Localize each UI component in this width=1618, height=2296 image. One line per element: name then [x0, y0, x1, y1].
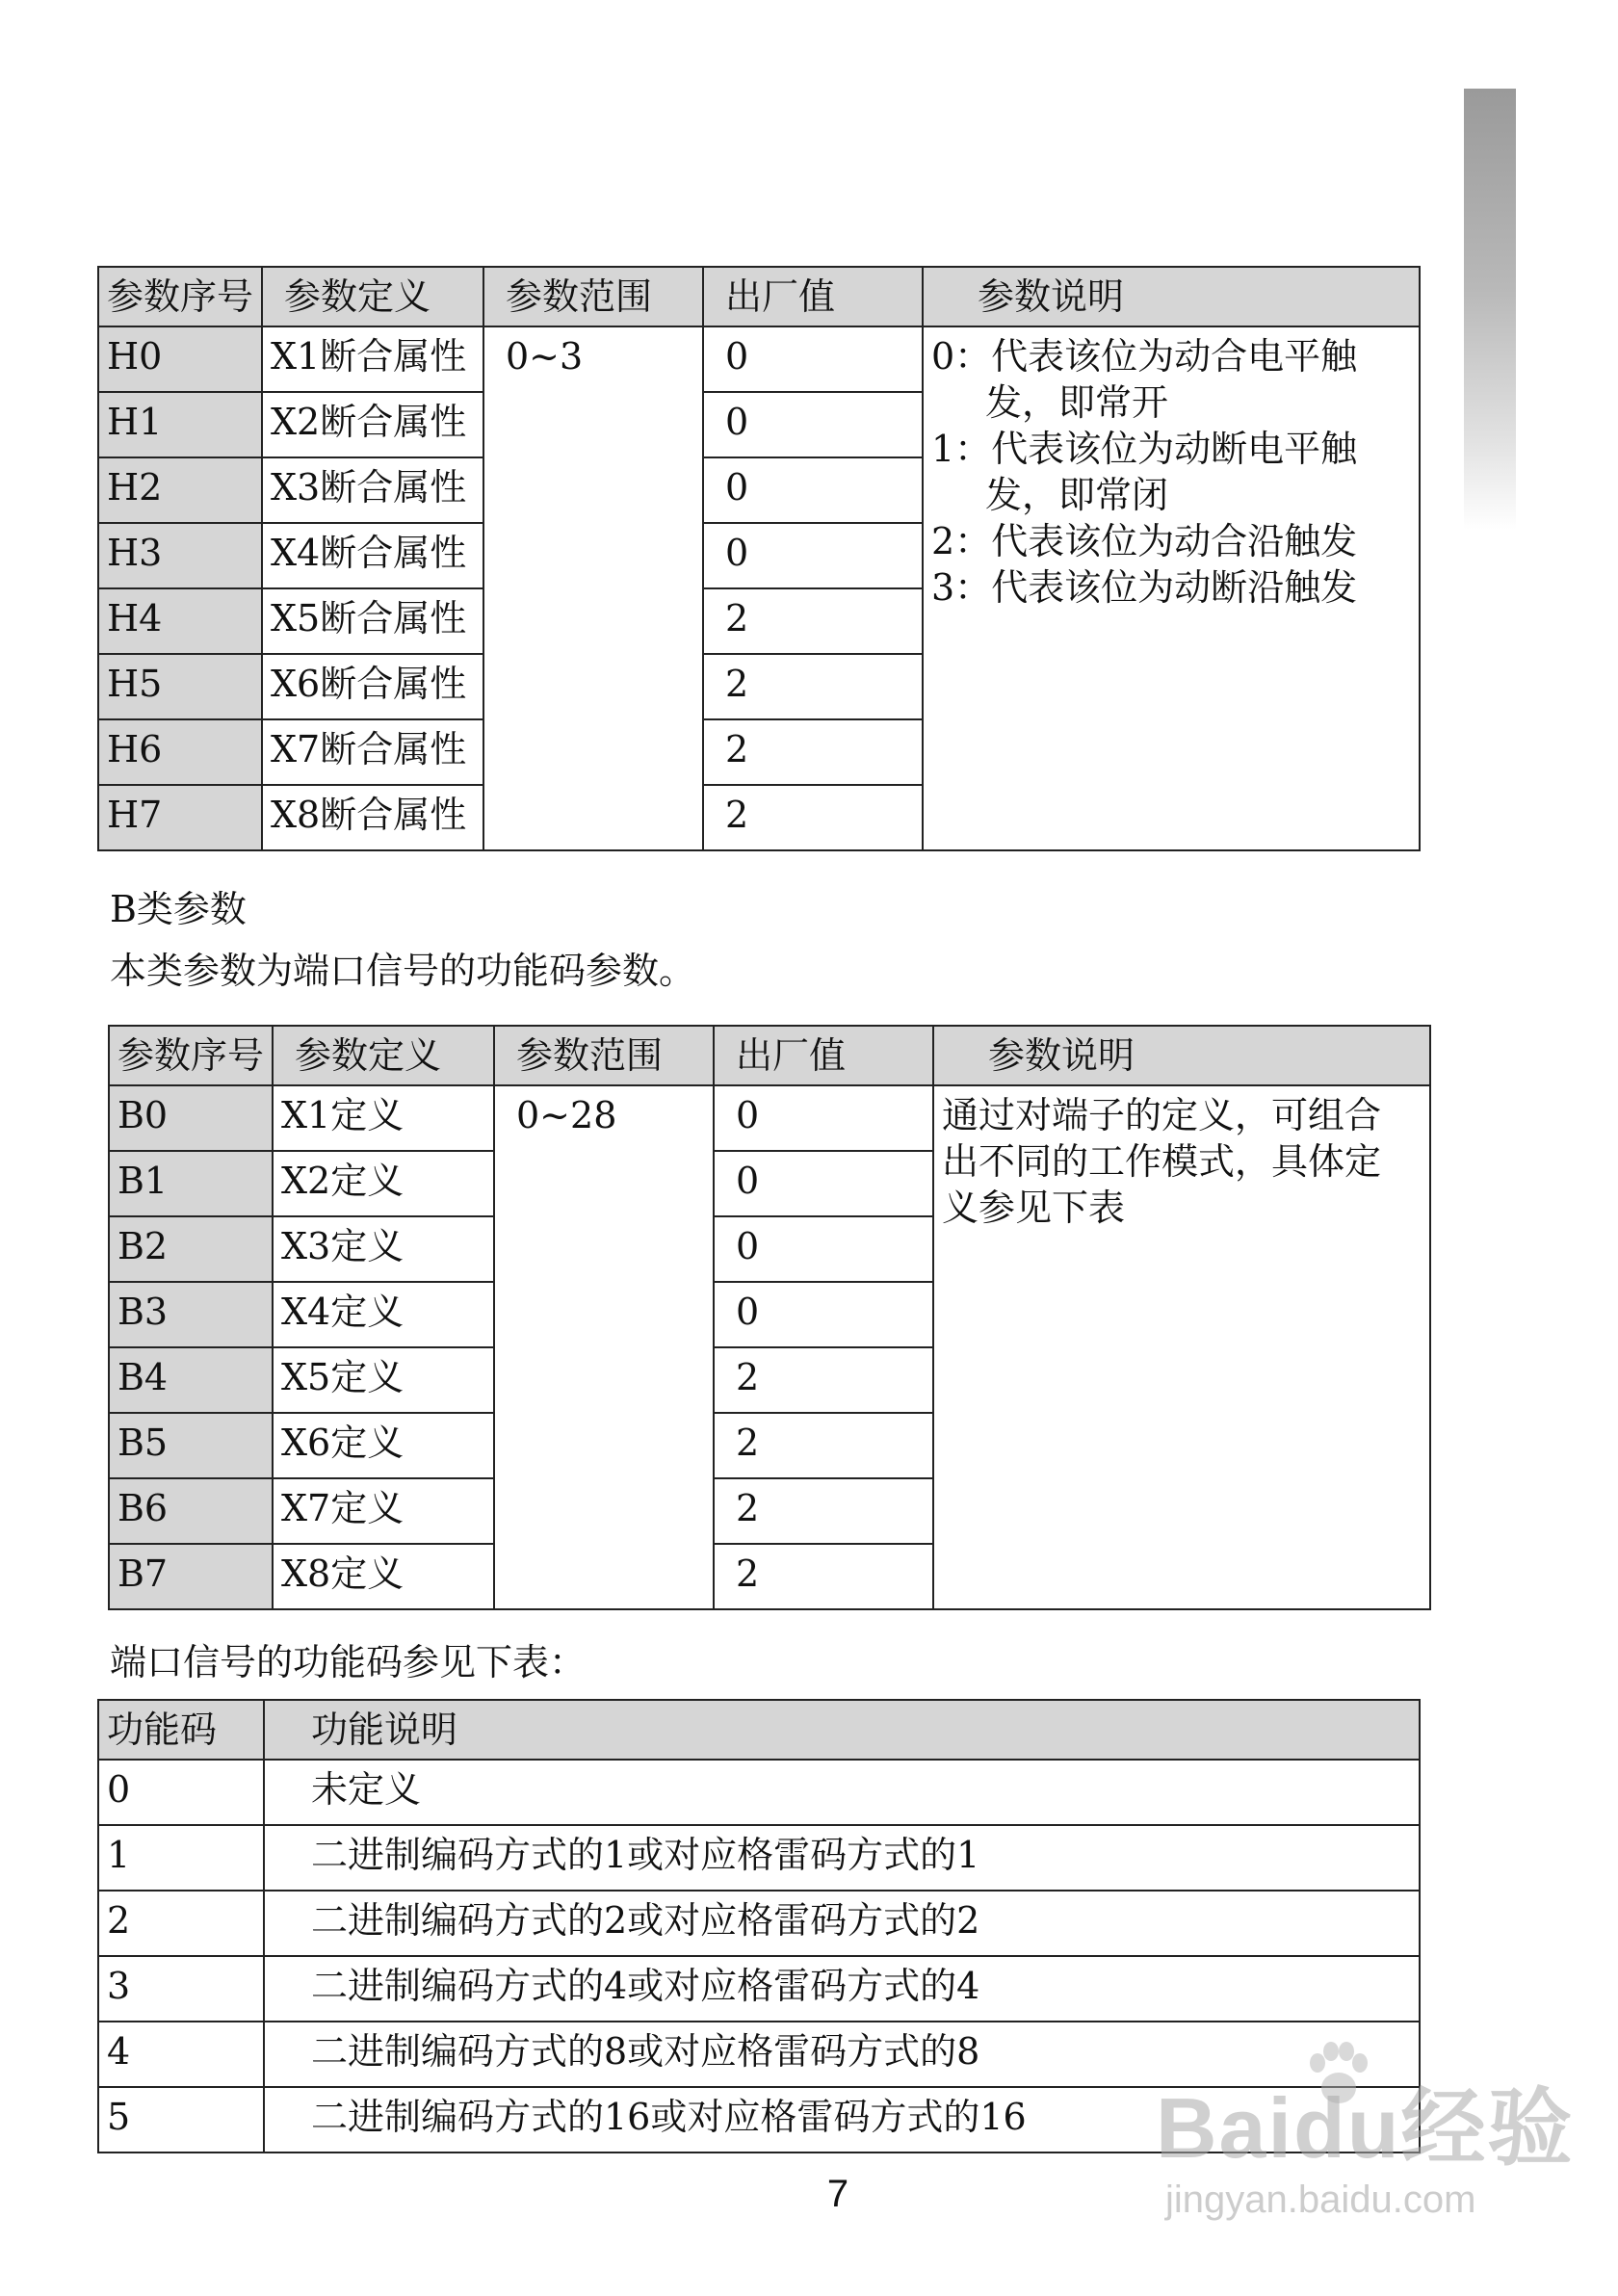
- param-def: X3断合属性: [262, 457, 483, 523]
- table-f-header: [98, 1700, 1420, 1760]
- header-cell: 参数定义: [262, 267, 483, 326]
- param-default: 0: [703, 392, 923, 457]
- param-default: 2: [714, 1347, 933, 1413]
- header-cell: 出厂值: [714, 1026, 933, 1085]
- param-id: H5: [98, 654, 262, 719]
- param-def: X7定义: [273, 1478, 494, 1544]
- header-cell: 参数范围: [483, 267, 703, 326]
- param-def: X7断合属性: [262, 719, 483, 785]
- param-default: 0: [714, 1216, 933, 1282]
- param-id: B0: [109, 1085, 273, 1151]
- param-def: X5断合属性: [262, 588, 483, 654]
- watermark-url: jingyan.baidu.com: [1165, 2179, 1476, 2221]
- param-id: H3: [98, 523, 262, 588]
- header-cell: 参数序号: [98, 267, 262, 326]
- param-id: B5: [109, 1413, 273, 1478]
- param-id: B2: [109, 1216, 273, 1282]
- param-description: [923, 326, 1420, 850]
- param-id: B7: [109, 1544, 273, 1609]
- table-h-header: [98, 267, 1420, 326]
- function-code: 4: [98, 2022, 264, 2087]
- section-title: B类参数: [110, 888, 247, 930]
- param-default: 0: [714, 1151, 933, 1216]
- param-default: 0: [714, 1282, 933, 1347]
- table-row: [98, 1760, 1420, 1825]
- param-default: 2: [703, 654, 923, 719]
- header-cell: 参数序号: [109, 1026, 273, 1085]
- param-default: 2: [714, 1544, 933, 1609]
- header-cell: 参数说明: [923, 267, 1420, 326]
- function-code: 5: [98, 2087, 264, 2152]
- param-def: X6定义: [273, 1413, 494, 1478]
- param-def: X4断合属性: [262, 523, 483, 588]
- desc-line: 2：代表该位为动合沿触发: [931, 520, 1358, 562]
- table-b-params: [108, 1025, 1431, 1610]
- header-cell: 参数定义: [273, 1026, 494, 1085]
- param-id: B3: [109, 1282, 273, 1347]
- function-desc: 二进制编码方式的1或对应格雷码方式的1: [264, 1825, 1420, 1891]
- desc-line: 发，即常闭: [985, 474, 1169, 516]
- desc-line: 通过对端子的定义，可组合: [942, 1094, 1382, 1136]
- param-def: X4定义: [273, 1282, 494, 1347]
- header-cell: 功能码: [98, 1700, 264, 1760]
- param-id: B1: [109, 1151, 273, 1216]
- function-code: 0: [98, 1760, 264, 1825]
- param-description: [933, 1085, 1430, 1609]
- header-cell: 功能说明: [264, 1700, 1420, 1760]
- param-id: H0: [98, 326, 262, 392]
- param-def: X3定义: [273, 1216, 494, 1282]
- function-desc: 二进制编码方式的2或对应格雷码方式的2: [264, 1891, 1420, 1956]
- param-default: 0: [703, 326, 923, 392]
- param-default: 2: [703, 785, 923, 850]
- param-id: B6: [109, 1478, 273, 1544]
- function-desc: 二进制编码方式的4或对应格雷码方式的4: [264, 1956, 1420, 2022]
- header-cell: 参数说明: [933, 1026, 1430, 1085]
- param-default: 0: [714, 1085, 933, 1151]
- param-def: X1断合属性: [262, 326, 483, 392]
- desc-line: 1：代表该位为动断电平触: [931, 428, 1358, 470]
- table-b-header: [109, 1026, 1430, 1085]
- param-default: 2: [703, 588, 923, 654]
- param-default: 2: [714, 1413, 933, 1478]
- header-cell: 参数范围: [494, 1026, 714, 1085]
- desc-line: 义参见下表: [942, 1187, 1126, 1229]
- function-code: 1: [98, 1825, 264, 1891]
- param-default: 2: [714, 1478, 933, 1544]
- watermark-logo: Baidu经验: [1156, 2080, 1575, 2176]
- function-code: 2: [98, 1891, 264, 1956]
- param-default: 0: [703, 457, 923, 523]
- param-id: H4: [98, 588, 262, 654]
- param-def: X2定义: [273, 1151, 494, 1216]
- table-h-params: [97, 266, 1421, 851]
- param-id: H2: [98, 457, 262, 523]
- desc-line: 0：代表该位为动合电平触: [931, 335, 1358, 378]
- function-desc: 未定义: [264, 1760, 1420, 1825]
- param-def: X6断合属性: [262, 654, 483, 719]
- header-cell: 出厂值: [703, 267, 923, 326]
- table-row: [98, 1956, 1420, 2022]
- desc-line: 3：代表该位为动断沿触发: [931, 566, 1358, 609]
- param-def: X8定义: [273, 1544, 494, 1609]
- table-row: [98, 326, 1420, 392]
- param-id: H7: [98, 785, 262, 850]
- param-default: 2: [703, 719, 923, 785]
- function-code-intro: 端口信号的功能码参见下表：: [110, 1641, 587, 1683]
- param-id: H1: [98, 392, 262, 457]
- param-id: B4: [109, 1347, 273, 1413]
- function-code: 3: [98, 1956, 264, 2022]
- param-range: 0~3: [483, 326, 703, 850]
- param-id: H6: [98, 719, 262, 785]
- section-intro: 本类参数为端口信号的功能码参数。: [110, 950, 696, 992]
- table-row: [109, 1085, 1430, 1151]
- param-def: X5定义: [273, 1347, 494, 1413]
- param-def: X1定义: [273, 1085, 494, 1151]
- function-desc: 二进制编码方式的8或对应格雷码方式的8: [264, 2022, 1420, 2087]
- param-def: X8断合属性: [262, 785, 483, 850]
- side-tab-marker: [1464, 89, 1516, 530]
- param-default: 0: [703, 523, 923, 588]
- table-row: [98, 1825, 1420, 1891]
- param-def: X2断合属性: [262, 392, 483, 457]
- function-desc: 二进制编码方式的16或对应格雷码方式的16: [264, 2087, 1420, 2152]
- table-row: [98, 1891, 1420, 1956]
- param-range: 0~28: [494, 1085, 714, 1609]
- page-number: 7: [826, 2173, 849, 2215]
- desc-line: 出不同的工作模式，具体定: [942, 1140, 1382, 1183]
- desc-line: 发，即常开: [985, 381, 1169, 424]
